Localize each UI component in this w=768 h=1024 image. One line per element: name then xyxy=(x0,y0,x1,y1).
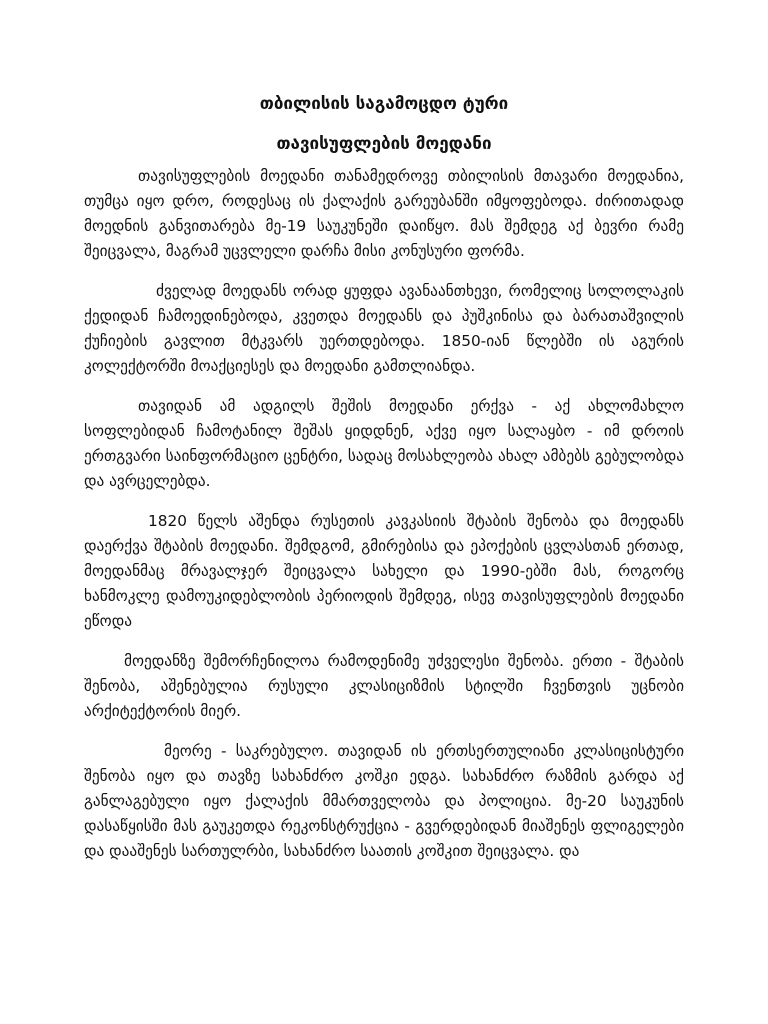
document-subtitle: თავისუფლების მოედანი xyxy=(276,134,492,154)
paragraph-2: ძველად მოედანს ორად ყუფდა ავანაანთხევი, რომელიც სოლოლაკის ქედიდან ჩამოედინებოდა, კვეთდა მოედანს და პუშკინისა და ბარათაშვილის ქუჩიების გავლით მტკვარს უერთდებოდა. 1850-იან წლებში ის აგურის კოლექტორში მოაქციესეს და მოედანი გამთლიანდა. xyxy=(84,282,684,375)
paragraph-4: 1820 წელს აშენდა რუსეთის კავკასიის შტაბის შენობა და მოედანს დაერქვა შტაბის მოედანი. შემდგომ, გმირებისა და ეპოქების ცვლასთან ერთად, მოედანმაც მრავალჯერ შეიცვალა სახელი და 1990-ებში მას, როგორც ხანმოკლე დამოუკიდებლობის პერიოდის შემდეგ, ისევ თავისუფლების მოედანი ეწოდა xyxy=(84,512,684,630)
paragraph-6: მეორე - საკრებულო. თავიდან ის ერთსერთულიანი კლასიცისტური შენობა იყო და თავზე სახანძრო კოშკი ედგა. სახანძრო რაზმის გარდა აქ განლაგებული იყო ქალაქის მმართველობა და პოლიცია. მე-20 საუკუნის დასაწყისში მას გაუკეთდა რეკონსტრუქცია - გვერდებიდან მიაშენეს ფლიგელები და დააშენეს სართულრბი, სახანძრო საათის კოშკით შეიცვალა. და xyxy=(84,742,684,860)
paragraph-3: თავიდან ამ ადგილს შეშის მოედანი ერქვა - აქ ახლომახლო სოფლებიდან ჩამოტანილ შეშას ყიდდნენ, აქვე იყო სალაყბო - იმ დროის ერთგვარი საინფორმაციო ცენტრი, სადაც მოსახლეობა ახალ ამბებს გებულობდა და ავრცელებდა. xyxy=(84,397,684,490)
document-title: თბილისის საგამოცდო ტური xyxy=(259,94,509,114)
paragraph-5: მოედანზე შემორჩენილოა რამოდენიმე უძველესი შენობა. ერთი - შტაბის შენობა, აშენებულია რუსული კლასიციზმის სტილში ჩვენთვის უცნობი არქიტექტორის მიერ. xyxy=(84,652,684,720)
paragraph-1: თავისუფლების მოედანი თანამედროვე თბილისის მთავარი მოედანია, თუმცა იყო დრო, როდესაც ის ქალაქის გარეუბანში იმყოფებოდა. ძირითადად მოედნის განვითარება მე-19 საუკუნეში დაიწყო. მას შემდეგ აქ ბევრი რამე შეიცვალა, მაგრამ უცვლელი დარჩა მისი კონუსური ფორმა. xyxy=(84,167,684,260)
